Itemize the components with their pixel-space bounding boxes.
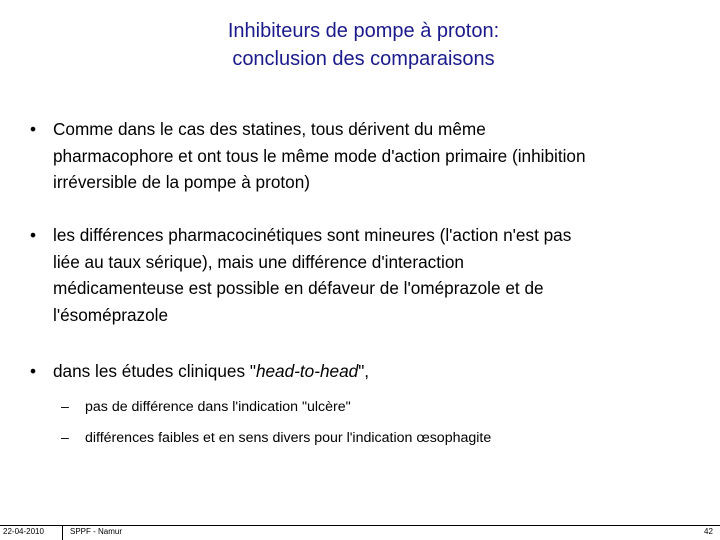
footer-separator: [62, 526, 63, 540]
bullet-marker: •: [30, 225, 37, 245]
bullet-line: pharmacophore et ont tous le même mode d'action primaire (inhibition: [53, 145, 586, 166]
bullet-text: [53, 222, 690, 328]
bullet-item-pharmacocinetique: [30, 222, 690, 328]
footer-divider: [0, 525, 720, 526]
bullet-item-statines: [30, 116, 690, 196]
bullet-text: [53, 116, 690, 196]
bullet-item-etudes-cliniques: [30, 358, 690, 385]
bullet-text-after: ",: [358, 361, 370, 381]
bullet-marker: •: [30, 119, 37, 139]
slide-title-line-1: Inhibiteurs de pompe à proton:: [227, 20, 500, 42]
slide-title: [0, 17, 720, 73]
bullet-line: les différences pharmacocinétiques sont mineures (l'action n'est pas: [53, 225, 572, 245]
slide-title-line-2: conclusion des comparaisons: [232, 48, 495, 70]
bullet-line: liée au taux sérique), mais une différence d'interaction: [53, 251, 464, 272]
bullet-line: médicamenteuse est possible en défaveur de l'oméprazole et de: [53, 278, 544, 298]
bullet-text-before: dans les études cliniques ": [53, 361, 256, 381]
sub-item-ulcere: [61, 397, 681, 417]
bullet-line: Comme dans le cas des statines, tous dérivent du même: [53, 119, 486, 139]
bullet-text: [53, 358, 690, 385]
footer-page-number: 42: [704, 527, 713, 536]
bullet-line: irréversible de la pompe à proton): [53, 172, 310, 192]
footer-organization: SPPF - Namur: [70, 527, 123, 536]
bullet-text-italic: head-to-head: [255, 361, 359, 381]
sub-item-text: différences faibles et en sens divers pour l'indication œsophagite: [85, 430, 492, 446]
footer-date: 22-04-2010: [3, 527, 44, 536]
sub-item-oesophagite: [61, 428, 681, 448]
sub-marker: –: [61, 430, 69, 446]
bullet-marker: •: [30, 361, 37, 381]
bullet-line: l'ésoméprazole: [53, 304, 169, 325]
sub-marker: –: [61, 399, 69, 415]
sub-item-text: pas de différence dans l'indication "ulcère": [85, 399, 351, 415]
